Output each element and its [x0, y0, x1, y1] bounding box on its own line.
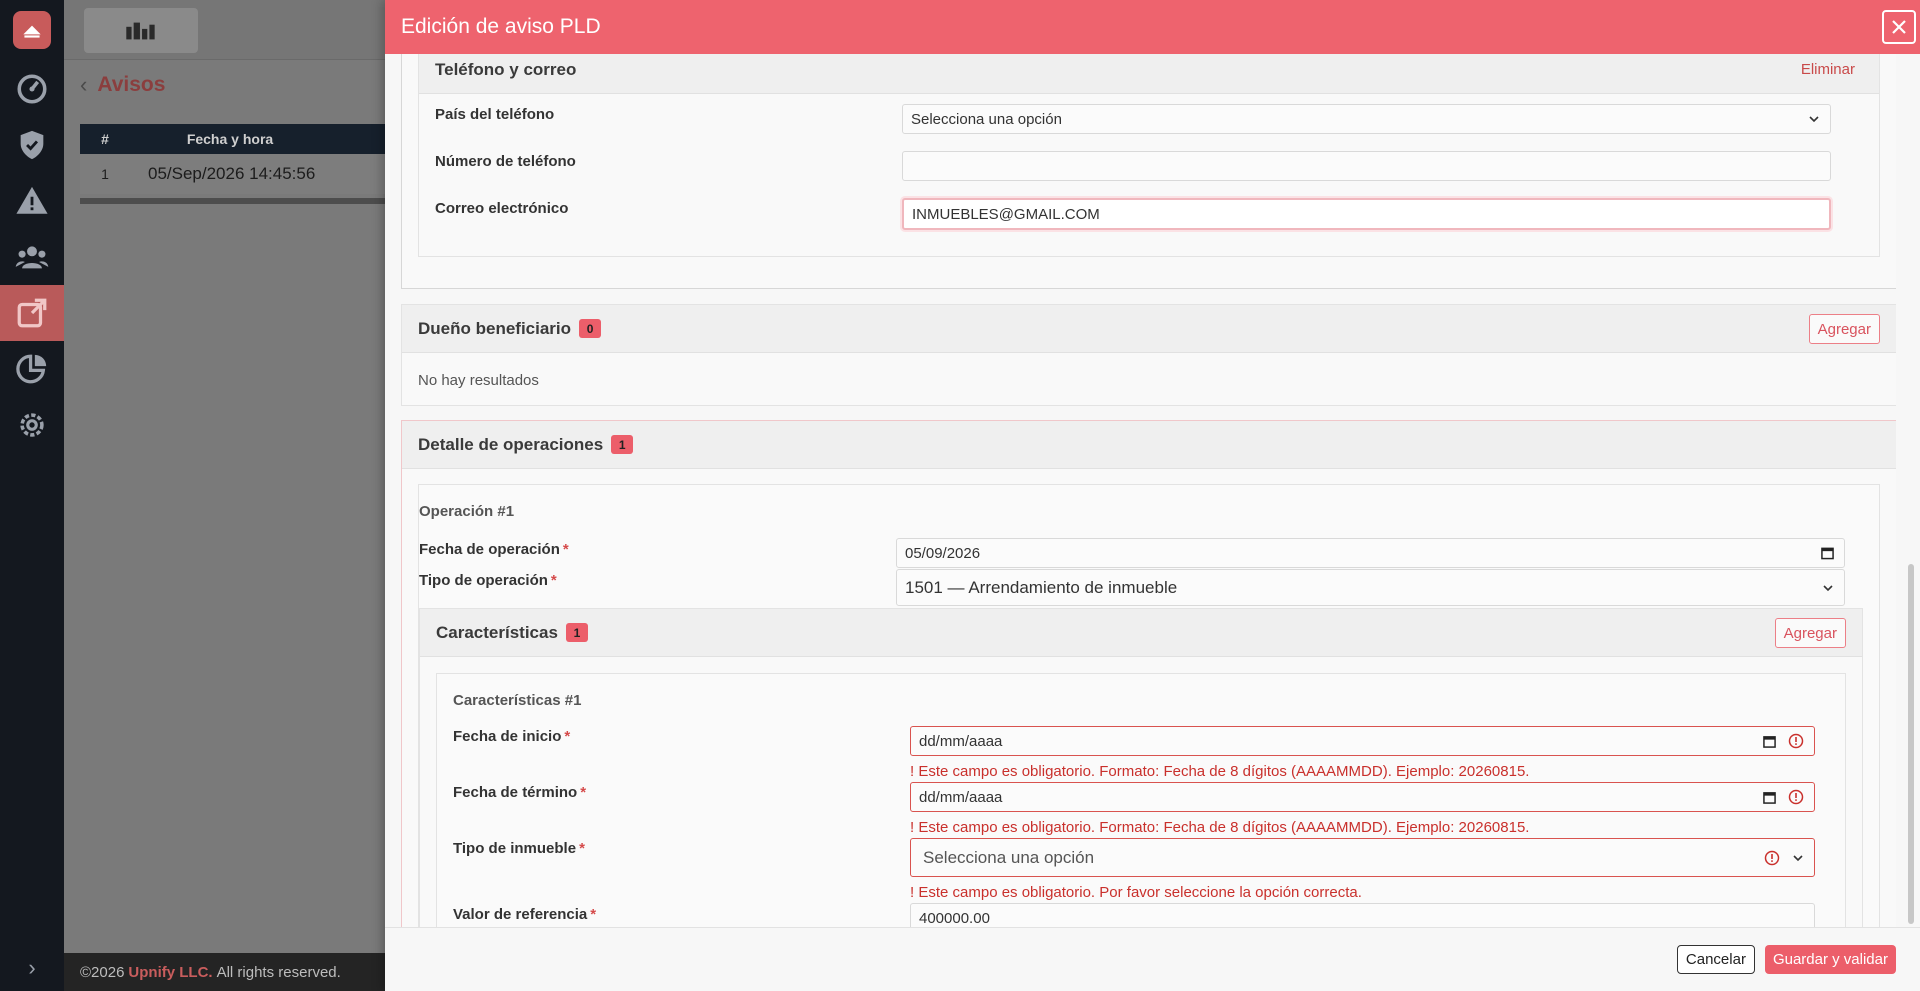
app-logo-icon[interactable] [13, 11, 51, 49]
external-link-icon[interactable] [0, 285, 64, 341]
email-label: Correo electrónico [435, 200, 569, 217]
reference-value-label: Valor de referencia * [453, 906, 597, 923]
chevron-down-icon [1822, 582, 1834, 594]
calendar-icon [1763, 791, 1776, 804]
gear-icon[interactable] [0, 397, 64, 453]
expand-rail-chevron-icon[interactable]: › [28, 955, 36, 980]
operations-section [401, 420, 1896, 927]
chevron-down-icon [1808, 113, 1820, 125]
footer: ©2026 Upnify LLC. All rights reserved. [64, 953, 1920, 991]
operations-header: Detalle de operaciones 1 [402, 421, 1896, 469]
modal-footer [385, 927, 1920, 991]
avisos-table [80, 124, 420, 204]
modal-title: Edición de aviso PLD [401, 15, 601, 38]
delete-contact-link[interactable]: Eliminar [1800, 61, 1855, 78]
company-logo [84, 8, 198, 53]
property-type-error: ! Este campo es obligatorio. Por favor seleccione la opción correcta. [910, 884, 1362, 901]
operation-type-select[interactable]: 1501 — Arrendamiento de inmueble [896, 569, 1845, 606]
dashboard-icon[interactable] [0, 61, 64, 117]
table-scrollbar[interactable] [80, 198, 420, 204]
operation-type-label: Tipo de operación * [419, 572, 557, 589]
operation-title: Operación #1 [419, 503, 515, 520]
warning-icon[interactable] [0, 173, 64, 229]
reference-value-input[interactable]: 400000.00 [910, 903, 1815, 927]
phone-number-label: Número de teléfono [435, 153, 576, 170]
end-date-error: ! Este campo es obligatorio. Formato: Fecha de 8 dígitos (AAAAMMDD). Ejemplo: 20260815. [910, 819, 1530, 836]
beneficiary-header: Dueño beneficiario 0 [402, 305, 1896, 353]
close-icon[interactable] [1882, 10, 1916, 44]
modal-header [385, 0, 1920, 54]
calendar-icon [1763, 735, 1776, 748]
start-date-error: ! Este campo es obligatorio. Formato: Fecha de 8 dígitos (AAAAMMDD). Ejemplo: 20260815. [910, 763, 1530, 780]
users-icon[interactable] [0, 229, 64, 285]
property-type-label: Tipo de inmueble * [453, 840, 585, 857]
end-date-input[interactable]: dd/mm/aaaa [910, 782, 1815, 812]
phone-number-input[interactable] [902, 151, 1831, 181]
phone-email-card [418, 54, 1880, 257]
characteristic-card [436, 673, 1846, 927]
characteristics-header: Características 1 [420, 609, 1862, 657]
contact-outer-section [401, 54, 1896, 289]
no-results-text: No hay resultados [418, 372, 539, 389]
operation-date-input[interactable]: 05/09/2026 [896, 538, 1845, 568]
beneficiary-count-badge: 0 [579, 319, 601, 338]
back-chevron-icon[interactable]: ‹ [80, 72, 88, 97]
characteristics-section [419, 608, 1863, 927]
characteristic-title: Características #1 [453, 692, 582, 709]
property-type-select[interactable]: Selecciona una opción [910, 838, 1815, 877]
edit-aviso-modal [385, 0, 1920, 991]
phone-email-header: Teléfono y correo [419, 54, 1879, 94]
add-beneficiary-button[interactable]: Agregar [1809, 314, 1880, 344]
start-date-input[interactable]: dd/mm/aaaa [910, 726, 1815, 756]
operation-card [418, 484, 1880, 927]
modal-body [401, 54, 1896, 927]
add-characteristic-button[interactable]: Agregar [1775, 618, 1846, 648]
shield-icon[interactable] [0, 117, 64, 173]
cancel-button[interactable]: Cancelar [1677, 945, 1755, 974]
error-icon [1788, 733, 1804, 749]
phone-country-label: País del teléfono [435, 106, 555, 123]
calendar-icon[interactable] [1821, 547, 1834, 560]
email-field[interactable]: INMUEBLES@GMAIL.COM [902, 198, 1831, 230]
left-rail [0, 0, 64, 991]
error-icon [1764, 850, 1780, 866]
end-date-label: Fecha de término * [453, 784, 587, 801]
error-icon [1788, 789, 1804, 805]
table-row[interactable]: 1 05/Sep/2026 14:45:56 [80, 154, 420, 194]
table-header: # Fecha y hora [80, 124, 420, 154]
start-date-label: Fecha de inicio * [453, 728, 571, 745]
pie-chart-icon[interactable] [0, 341, 64, 397]
save-validate-button[interactable]: Guardar y validar [1765, 945, 1896, 974]
modal-scrollbar[interactable] [1908, 564, 1914, 924]
phone-country-select[interactable]: Selecciona una opción [902, 104, 1831, 134]
operations-count-badge: 1 [611, 435, 633, 454]
characteristics-count-badge: 1 [566, 623, 588, 642]
page-title: ‹ Avisos [80, 72, 166, 97]
chevron-down-icon [1792, 852, 1804, 864]
beneficiary-section [401, 304, 1896, 406]
operation-date-label: Fecha de operación * [419, 541, 569, 558]
